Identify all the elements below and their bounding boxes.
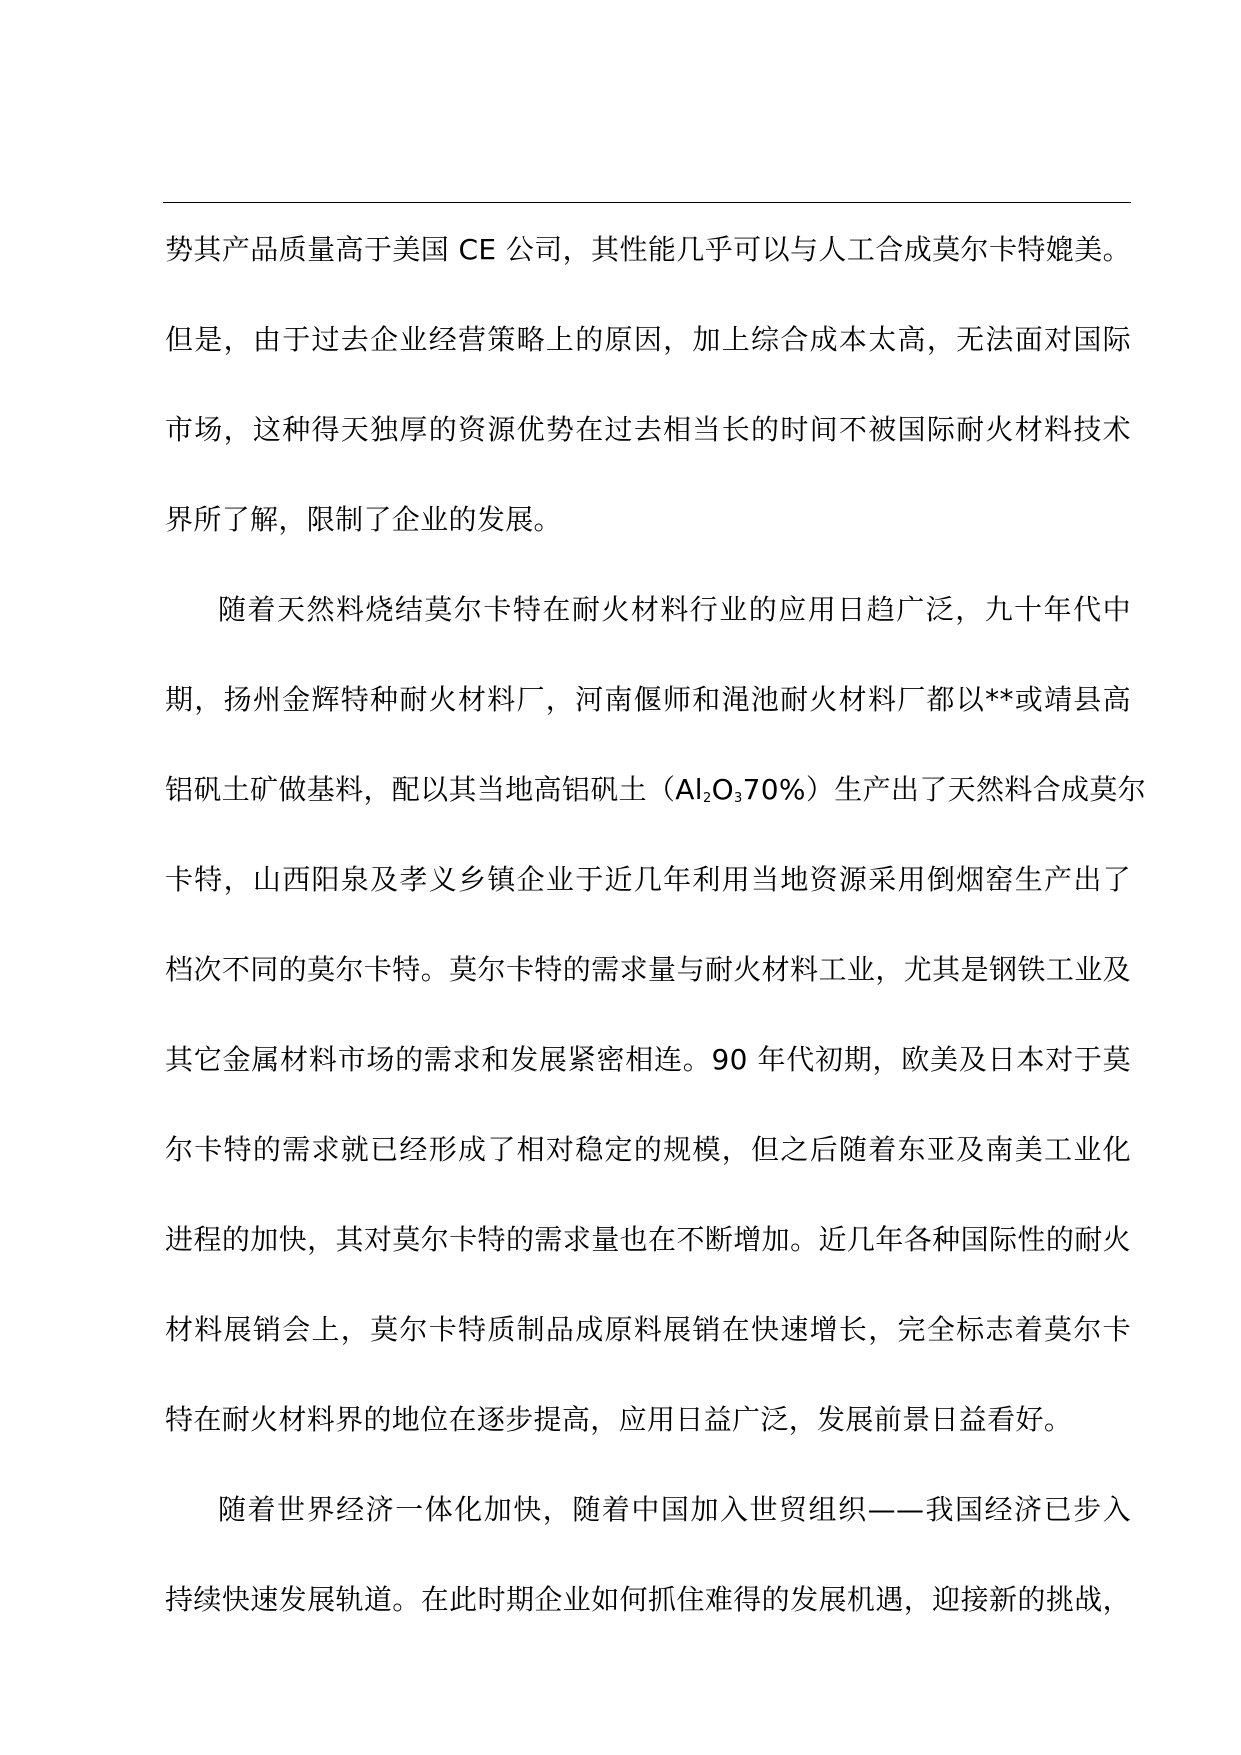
formula-line-prefix: 铝矾土矿做基料，配以其当地高铝矾土（Al — [165, 773, 703, 806]
text-line-13: 材料展销会上，莫尔卡特质制品成原料展销在快速增长，完全标志着莫尔卡 — [165, 1313, 1131, 1346]
text-line-16: 持续快速发展轨道。在此时期企业如何抓住难得的发展机遇，迎接新的挑战， — [165, 1583, 1131, 1616]
text-line-3: 市场，这种得天独厚的资源优势在过去相当长的时间不被国际耐火材料技术 — [165, 413, 1131, 446]
subscript-3: 3 — [733, 791, 743, 806]
header-rule — [163, 202, 1131, 203]
document-body — [165, 218, 1147, 1658]
text-line-1: 势其产品质量高于美国 CE 公司，其性能几乎可以与人工合成莫尔卡特媲美。 — [165, 233, 1131, 266]
text-line-14: 特在耐火材料界的地位在逐步提高，应用日益广泛，发展前景日益看好。 — [165, 1403, 1073, 1436]
text-line-4: 界所了解，限制了企业的发展。 — [165, 503, 562, 536]
text-line-12: 进程的加快，其对莫尔卡特的需求量也在不断增加。近几年各种国际性的耐火 — [165, 1223, 1131, 1256]
paragraph-start-line-15: 随着世界经济一体化加快，随着中国加入世贸组织——我国经济已步入 — [218, 1493, 1131, 1526]
formula-line-mid: O — [711, 773, 734, 806]
text-line-11: 尔卡特的需求就已经形成了相对稳定的规模，但之后随着东亚及南美工业化 — [165, 1133, 1131, 1166]
text-line-10: 其它金属材料市场的需求和发展紧密相连。90 年代初期，欧美及日本对于莫 — [165, 1043, 1131, 1076]
formula-line-suffix: 70%）生产出了天然料合成莫尔 — [742, 773, 1147, 806]
subscript-2: 2 — [702, 791, 712, 806]
text-line-6: 期，扬州金辉特种耐火材料厂，河南偃师和渑池耐火材料厂都以**或靖县高 — [165, 683, 1131, 716]
text-line-2: 但是，由于过去企业经营策略上的原因，加上综合成本太高，无法面对国际 — [165, 323, 1131, 356]
text-line-7-formula — [165, 758, 1147, 848]
paragraph-start-line-5: 随着天然料烧结莫尔卡特在耐火材料行业的应用日趋广泛，九十年代中 — [218, 593, 1131, 626]
text-line-9: 档次不同的莫尔卡特。莫尔卡特的需求量与耐火材料工业，尤其是钢铁工业及 — [165, 953, 1131, 986]
text-line-8: 卡特，山西阳泉及孝义乡镇企业于近几年利用当地资源采用倒烟窑生产出了 — [165, 863, 1131, 896]
